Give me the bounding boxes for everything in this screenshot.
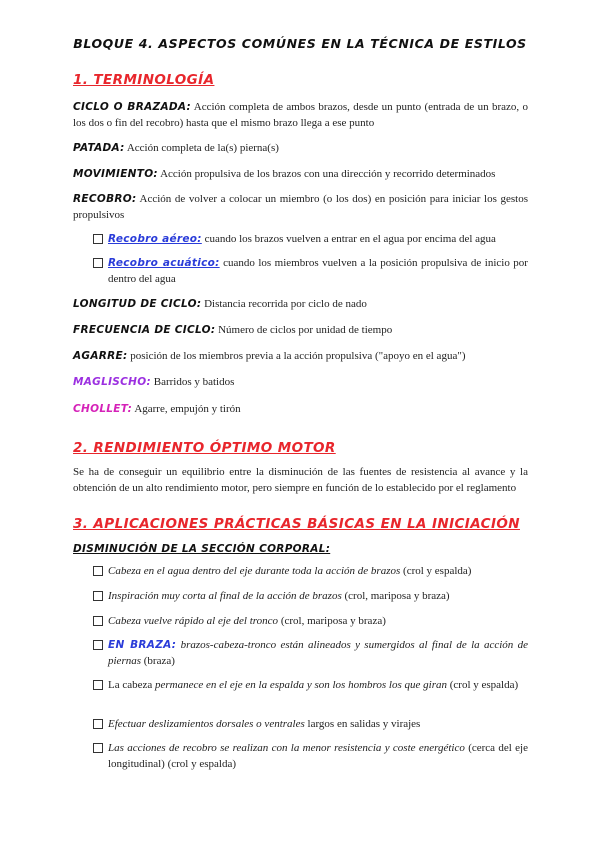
section-heading-terminologia: 1. TERMINOLOGÍA [73,72,215,88]
definition-ciclo [73,99,528,131]
term-chollet: CHOLLET: [73,403,133,415]
subheading-disminucion: DISMINUCIÓN DE LA SECCIÓN CORPORAL: [73,543,331,555]
bullet-pre-text: La cabeza [108,679,156,691]
list-item-inspiracion [93,588,528,604]
term-maglischo: MAGLISCHO: [73,376,151,388]
checkbox-icon [93,591,103,601]
term-en-braza: EN BRAZA: [108,639,177,651]
bullet-rest-text: (crol y espalda) [400,565,472,577]
definition-frecuencia [73,322,528,338]
bullet-italic-text: Efectuar deslizamientos dorsales o ventrales [108,718,305,730]
list-item-en-braza [93,637,528,669]
definition-patada-text: Acción completa de la(s) pierna(s) [124,142,279,154]
definition-movimiento [73,166,528,182]
list-item-recobro-acuatico [93,255,528,287]
bullet-italic-text: Las acciones de recobro se realizan con la menor resistencia y coste energético [108,742,465,754]
term-movimiento: MOVIMIENTO: [73,168,158,180]
bullet-italic-text: Cabeza vuelve rápido al eje del tronco [108,615,279,627]
definition-frecuencia-text: Número de ciclos por unidad de tiempo [215,324,393,336]
term-recobro: RECOBRO: [73,193,137,205]
term-frecuencia: FRECUENCIA DE CICLO: [73,324,216,336]
checkbox-icon [93,234,103,244]
recobro-acuatico-text: cuando los miembros vuelven a la posición propulsiva de inicio por dentro del agua [108,257,528,285]
list-item-recobro-resistencia [93,740,528,772]
list-item-cabeza-eje [93,677,528,693]
bullet-rest-text: (crol, mariposa y braza) [341,590,450,602]
list-item-recobro-aereo [93,231,528,247]
bullet-italic-text: Inspiración muy corta al final de la acción de brazos [108,590,342,602]
definition-chollet [73,401,528,417]
checkbox-icon [93,616,103,626]
list-item-cabeza-vuelve [93,613,528,629]
checkbox-icon [93,566,103,576]
bullet-rest-text: (crol y espalda) [446,679,519,691]
section-heading-aplicaciones: 3. APLICACIONES PRÁCTICAS BÁSICAS EN LA INICIACIÓN [73,516,520,532]
list-item-cabeza-agua [93,563,528,579]
definition-chollet-text: Agarre, empujón y tirón [132,403,241,415]
bullet-italic-text: brazos-cabeza-tronco están alineados y sumergidos al final de la acción de piernas [108,639,528,667]
section-heading-rendimiento: 2. RENDIMIENTO ÓPTIMO MOTOR [73,440,336,456]
checkbox-icon [93,640,103,650]
paragraph-rendimiento: Se ha de conseguir un equilibrio entre la disminución de las fuentes de resistencia al avance y la obtención de un alto rendimiento motor, pero siempre en función de lo establecido por el reglamento [73,466,528,494]
bullet-rest-text: (cerca del eje longitudinal) (crol y espalda) [108,742,528,770]
checkbox-icon [93,258,103,268]
definition-longitud-text: Distancia recorrida por ciclo de nado [201,298,367,310]
bullet-rest-text: (braza) [141,655,175,667]
term-recobro-aereo: Recobro aéreo: [108,233,202,245]
term-patada: PATADA: [73,142,125,154]
term-agarre: AGARRE: [73,350,128,362]
definition-maglischo-text: Barridos y batidos [150,376,235,388]
list-item-deslizamientos [93,716,528,732]
checkbox-icon [93,680,103,690]
document-title: BLOQUE 4. ASPECTOS COMÚNES EN LA TÉCNICA DE ESTILOS [73,36,527,51]
definition-movimiento-text: Acción propulsiva de los brazos con una dirección y recorrido determinados [157,168,496,180]
bullet-italic-text: permanece en el eje en la espalda y son los hombros los que giran [155,679,447,691]
term-longitud: LONGITUD DE CICLO: [73,298,202,310]
checkbox-icon [93,719,103,729]
bullet-rest-text: (crol, mariposa y braza) [278,615,386,627]
checkbox-icon [93,743,103,753]
bullet-rest-text: largos en salidas y virajes [304,718,421,730]
bullet-italic-text: Cabeza en el agua dentro del eje durante toda la acción de brazos [108,565,401,577]
definition-recobro [73,191,528,223]
definition-ciclo-text: Acción completa de ambos brazos, desde un punto (entrada de un brazo, o los dos o fin del recobro) hasta que el mismo brazo llega a ese punto [73,101,528,129]
term-recobro-acuatico: Recobro acuático: [108,257,220,269]
definition-agarre-text: posición de los miembros previa a la acción propulsiva ("apoyo en el agua") [127,350,466,362]
definition-maglischo [73,374,528,390]
definition-recobro-text: Acción de volver a colocar un miembro (o los dos) en posición para iniciar los gestos propulsivos [73,193,528,221]
definition-agarre [73,348,528,364]
definition-longitud [73,296,528,312]
definition-patada [73,140,528,156]
recobro-aereo-text: cuando los brazos vuelven a entrar en el agua por encima del agua [201,233,496,245]
term-ciclo: CICLO O BRAZADA: [73,101,192,113]
